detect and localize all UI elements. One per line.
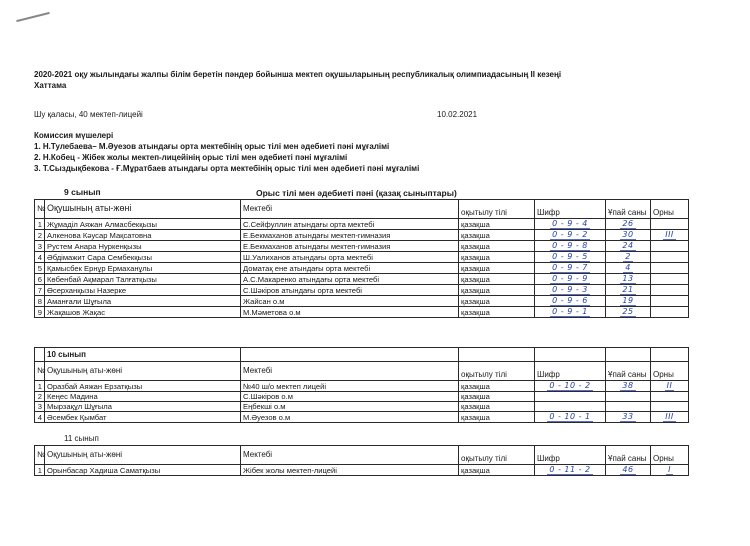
- score-handwritten-text: 33: [622, 412, 634, 421]
- student-name: Рустем Анара Нуркенқызы: [45, 241, 241, 252]
- school-name: Еңбекші о.м: [241, 402, 459, 412]
- row-number: 2: [35, 230, 45, 241]
- document-subtitle: Хаттама: [34, 81, 67, 90]
- cipher-handwritten-text: 0 - 9 - 1: [552, 307, 588, 316]
- student-name: Орынбасар Хадиша Саматқызы: [45, 465, 241, 476]
- language-cell: қазақша: [459, 412, 535, 423]
- row-number: 1: [35, 381, 45, 392]
- table-header: [35, 446, 689, 465]
- language-cell: қазақша: [459, 263, 535, 274]
- place-handwritten: [651, 230, 689, 241]
- grade11-table: [34, 445, 689, 476]
- score-handwritten-text: 2: [625, 252, 631, 261]
- score-handwritten-text: 13: [622, 274, 634, 283]
- score-handwritten-text: 38: [622, 381, 634, 390]
- school-name: Жібек жолы мектеп-лицейі: [241, 465, 459, 476]
- place-handwritten: [651, 263, 689, 274]
- score-handwritten: [606, 412, 651, 423]
- language-cell: қазақша: [459, 285, 535, 296]
- score-handwritten: [606, 392, 651, 402]
- student-name: Қамысбек Ернұр Ермаханұлы: [45, 263, 241, 274]
- school-name: Ш.Уалиханов атындағы орта мектебі: [241, 252, 459, 263]
- col-place: Орны: [651, 200, 689, 219]
- cipher-handwritten-text: 0 - 9 - 5: [552, 252, 588, 261]
- score-handwritten: [606, 381, 651, 392]
- grade9-table: [34, 199, 689, 318]
- language-cell: қазақша: [459, 465, 535, 476]
- commission-member: 3. Т.Сыздықбекова - Ғ.Мұратбаев атындағы орта мектебінің орыс тілі мен әдебиеті пәні мұғалімі: [34, 164, 420, 173]
- table-row: [35, 381, 689, 392]
- score-handwritten: [606, 465, 651, 476]
- student-name: Мырзақұл Шұғыла: [45, 402, 241, 412]
- cipher-handwritten-text: 0 - 10 - 1: [549, 412, 591, 421]
- language-cell: қазақша: [459, 381, 535, 392]
- commission-member: 2. Н.Кобец - Жібек жолы мектеп-лицейінің орыс тілі мен әдебиеті пәні мұғалімі: [34, 153, 348, 162]
- row-number: 4: [35, 252, 45, 263]
- place-handwritten: [651, 274, 689, 285]
- place-handwritten-text: ІІ: [666, 381, 673, 390]
- score-handwritten: [606, 307, 651, 318]
- col-language: оқытылу тілі: [459, 446, 535, 465]
- table-row: [35, 285, 689, 296]
- col-score: Ұпай саны: [606, 362, 651, 381]
- student-name: Жақашов Жақас: [45, 307, 241, 318]
- score-handwritten-text: 4: [625, 263, 631, 272]
- language-cell: қазақша: [459, 392, 535, 402]
- pen-mark: [16, 12, 49, 22]
- school-name: С.Шәкіров о.м: [241, 392, 459, 402]
- grade10-table: [34, 347, 689, 423]
- table-row: [35, 412, 689, 423]
- score-handwritten: [606, 402, 651, 412]
- score-handwritten-text: 19: [622, 296, 634, 305]
- col-school: Мектебі: [241, 446, 459, 465]
- col-name: Оқушының аты-жөні: [45, 362, 241, 381]
- table-row: [35, 402, 689, 412]
- table-header: [35, 200, 689, 219]
- student-name: Кеңес Мадина: [45, 392, 241, 402]
- col-school: Мектебі: [241, 362, 459, 381]
- cipher-handwritten-text: 0 - 9 - 2: [552, 230, 588, 239]
- score-handwritten-text: 30: [622, 230, 634, 239]
- school-name: С.Шәкіров атындағы орта мектебі: [241, 285, 459, 296]
- col-place: Орны: [651, 446, 689, 465]
- row-number: 1: [35, 465, 45, 476]
- student-name: Әсембек Қымбат: [45, 412, 241, 423]
- score-handwritten-text: 24: [622, 241, 634, 250]
- location: Шу қаласы, 40 мектеп-лицейі: [34, 110, 143, 119]
- col-place: Орны: [651, 362, 689, 381]
- grade9-label: 9 сынып: [64, 187, 101, 197]
- place-handwritten: [651, 381, 689, 392]
- school-name: Е.Бекмаханов атындағы мектеп-гимназия: [241, 230, 459, 241]
- student-name: Әбдімажит Сара Сембекқызы: [45, 252, 241, 263]
- place-handwritten-text: ІІІ: [665, 230, 674, 239]
- score-handwritten-text: 46: [622, 465, 634, 474]
- cipher-handwritten: [535, 465, 606, 476]
- row-number: 5: [35, 263, 45, 274]
- commission-heading: Комиссия мүшелері: [34, 131, 114, 140]
- table-row: [35, 230, 689, 241]
- cipher-handwritten: [535, 392, 606, 402]
- col-no: №: [35, 362, 45, 381]
- table-row: [35, 252, 689, 263]
- col-score: Ұпай саны: [606, 446, 651, 465]
- col-cipher: Шифр: [535, 362, 606, 381]
- commission-member: 1. Н.Тулебаева– М.Әуезов атындағы орта мектебінің орыс тілі мен әдебиеті пәні мұғалімі: [34, 142, 390, 151]
- cipher-handwritten: [535, 296, 606, 307]
- student-name: Оразбай Аяжан Ерзатқызы: [45, 381, 241, 392]
- school-name: М.Әуезов о.м: [241, 412, 459, 423]
- language-cell: қазақша: [459, 402, 535, 412]
- score-handwritten: [606, 252, 651, 263]
- place-handwritten-text: ІІІ: [665, 412, 674, 421]
- cipher-handwritten: [535, 381, 606, 392]
- cipher-handwritten-text: 0 - 9 - 8: [552, 241, 588, 250]
- score-handwritten: [606, 219, 651, 230]
- student-name: Жұмаділ Аяжан Алмасбекқызы: [45, 219, 241, 230]
- place-handwritten: [651, 465, 689, 476]
- score-handwritten-text: 21: [622, 285, 634, 294]
- place-handwritten: [651, 285, 689, 296]
- language-cell: қазақша: [459, 230, 535, 241]
- score-handwritten: [606, 241, 651, 252]
- cipher-handwritten-text: 0 - 9 - 6: [552, 296, 588, 305]
- score-handwritten: [606, 285, 651, 296]
- row-number: 6: [35, 274, 45, 285]
- row-number: 4: [35, 412, 45, 423]
- place-handwritten: [651, 219, 689, 230]
- row-number: 8: [35, 296, 45, 307]
- cipher-handwritten: [535, 252, 606, 263]
- grade9-subject: Орыс тілі мен әдебиеті пәні (қазақ сыныптары): [256, 188, 457, 198]
- row-number: 1: [35, 219, 45, 230]
- school-name: Жайсан о.м: [241, 296, 459, 307]
- place-handwritten: [651, 241, 689, 252]
- table-row: [35, 307, 689, 318]
- place-handwritten-text: І: [668, 465, 671, 474]
- school-name: М.Мәметова о.м: [241, 307, 459, 318]
- cipher-handwritten: [535, 285, 606, 296]
- student-name: Аманғали Шұғыла: [45, 296, 241, 307]
- row-number: 2: [35, 392, 45, 402]
- student-name: Көбенбай Ақмарал Талғатқызы: [45, 274, 241, 285]
- table-row: [35, 263, 689, 274]
- col-no: №: [35, 200, 45, 219]
- cipher-handwritten: [535, 263, 606, 274]
- place-handwritten: [651, 252, 689, 263]
- table-row: [35, 465, 689, 476]
- student-name: Өсерханқызы Назерке: [45, 285, 241, 296]
- cipher-handwritten-text: 0 - 10 - 2: [549, 381, 591, 390]
- place-handwritten: [651, 412, 689, 423]
- score-handwritten: [606, 296, 651, 307]
- col-cipher: Шифр: [535, 200, 606, 219]
- row-number: 7: [35, 285, 45, 296]
- grade10-label: 10 сынып: [45, 348, 241, 362]
- cipher-handwritten-text: 0 - 9 - 9: [552, 274, 588, 283]
- language-cell: қазақша: [459, 252, 535, 263]
- score-handwritten: [606, 274, 651, 285]
- cipher-handwritten-text: 0 - 9 - 7: [552, 263, 588, 272]
- table-row: [35, 274, 689, 285]
- cipher-handwritten-text: 0 - 9 - 4: [552, 219, 588, 228]
- place-handwritten: [651, 392, 689, 402]
- cipher-handwritten-text: 0 - 11 - 2: [549, 465, 591, 474]
- col-no: №: [35, 446, 45, 465]
- document-date: 10.02.2021: [437, 110, 478, 119]
- col-school: Мектебі: [241, 200, 459, 219]
- cipher-handwritten: [535, 274, 606, 285]
- cipher-handwritten: [535, 241, 606, 252]
- table-row: [35, 296, 689, 307]
- cipher-handwritten: [535, 412, 606, 423]
- place-handwritten: [651, 402, 689, 412]
- school-name: А.С.Макаренко атындағы орта мектебі: [241, 274, 459, 285]
- score-handwritten-text: 25: [622, 307, 634, 316]
- language-cell: қазақша: [459, 296, 535, 307]
- grade11-label: 11 сынып: [64, 434, 99, 443]
- cipher-handwritten: [535, 307, 606, 318]
- school-name: Доматақ ене атындағы орта мектебі: [241, 263, 459, 274]
- col-name: Оқушының аты-жөні: [45, 446, 241, 465]
- student-name: Алкенова Кәусар Мақсатовна: [45, 230, 241, 241]
- language-cell: қазақша: [459, 274, 535, 285]
- score-handwritten: [606, 263, 651, 274]
- cipher-handwritten: [535, 230, 606, 241]
- row-number: 3: [35, 241, 45, 252]
- col-name: Оқушының аты-жөні: [45, 200, 241, 219]
- school-name: С.Сейфуллин атындағы орта мектебі: [241, 219, 459, 230]
- cipher-handwritten-text: 0 - 9 - 3: [552, 285, 588, 294]
- place-handwritten: [651, 307, 689, 318]
- table-row: [35, 392, 689, 402]
- row-number: 9: [35, 307, 45, 318]
- col-language: оқытылу тілі: [459, 362, 535, 381]
- col-cipher: Шифр: [535, 446, 606, 465]
- row-number: 3: [35, 402, 45, 412]
- table-row: [35, 241, 689, 252]
- cipher-handwritten: [535, 219, 606, 230]
- document-title: 2020-2021 оқу жылындағы жалпы білім беретін пәндер бойынша мектеп оқушыларының республикалық олимпиадасының ІІ кезеңі: [34, 70, 562, 79]
- col-score: Ұпай саны: [606, 200, 651, 219]
- school-name: №40 ш/о мектеп лицейі: [241, 381, 459, 392]
- language-cell: қазақша: [459, 241, 535, 252]
- place-handwritten: [651, 296, 689, 307]
- score-handwritten-text: 26: [622, 219, 634, 228]
- school-name: Е.Бекмаханов атындағы мектеп-гимназия: [241, 241, 459, 252]
- grade10-title-row: [35, 348, 689, 362]
- language-cell: қазақша: [459, 307, 535, 318]
- table-header: [35, 362, 689, 381]
- col-language: оқытылу тілі: [459, 200, 535, 219]
- table-row: [35, 219, 689, 230]
- cipher-handwritten: [535, 402, 606, 412]
- score-handwritten: [606, 230, 651, 241]
- language-cell: қазақша: [459, 219, 535, 230]
